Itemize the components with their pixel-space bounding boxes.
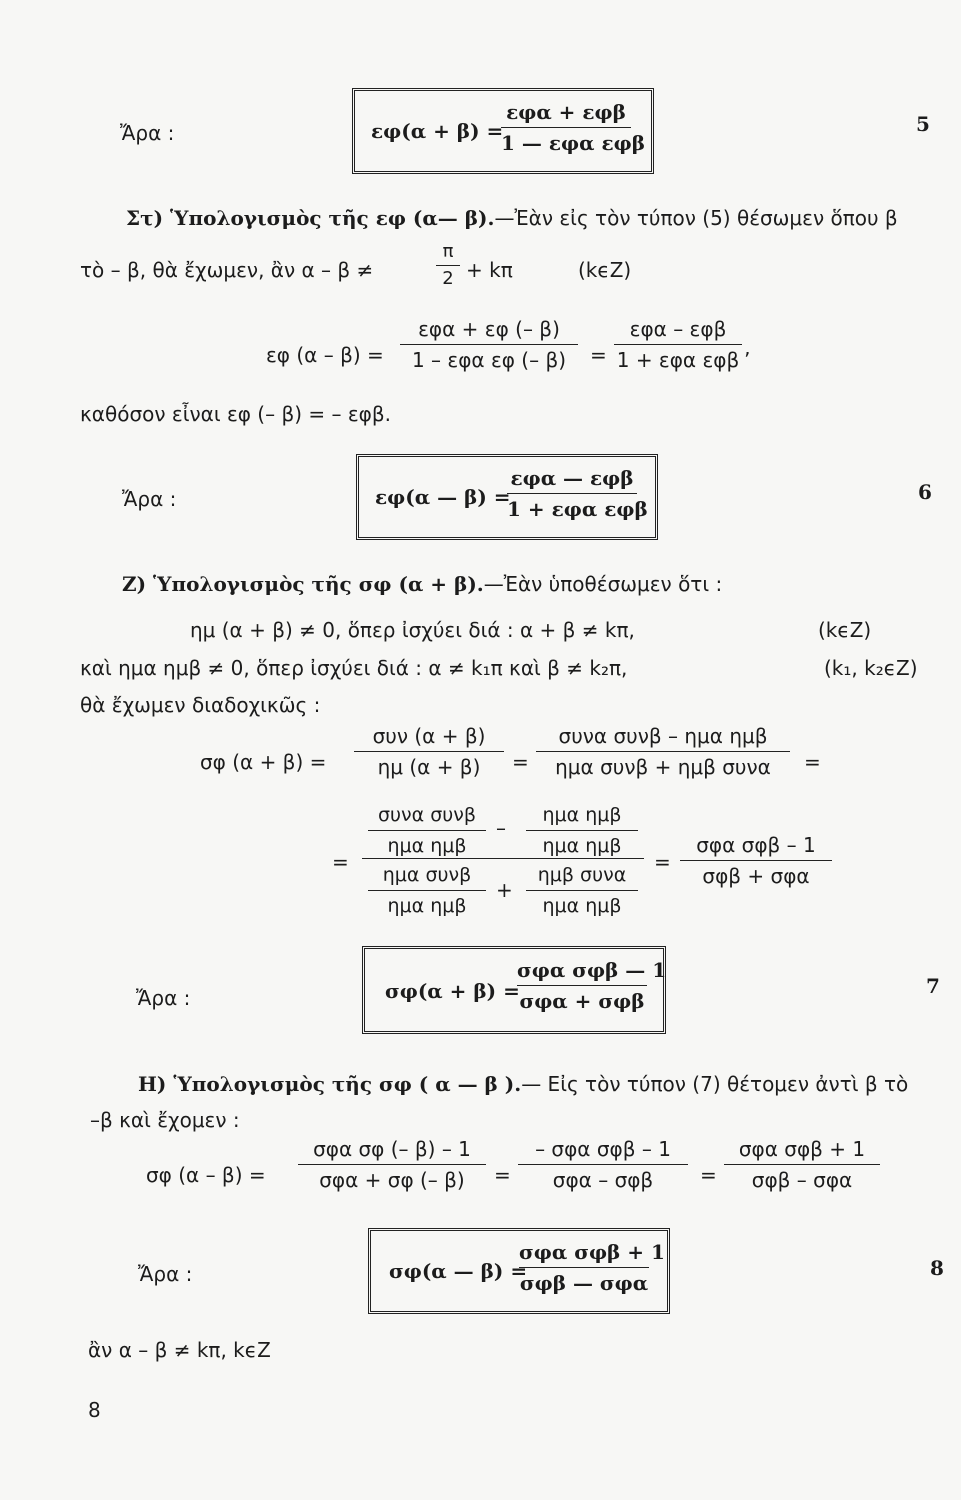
fraction-bar <box>298 1164 486 1165</box>
fraction-numerator: εφα – εφβ <box>629 317 727 341</box>
plus-sign: + <box>496 878 513 902</box>
section-h-h2 <box>518 1136 688 1193</box>
formula5-numerator: εφα + εφβ <box>506 100 626 124</box>
formula5-box <box>352 88 654 174</box>
equals-sign: = <box>512 750 529 774</box>
fraction-bar <box>517 985 647 986</box>
section-z-line1 <box>122 572 722 596</box>
fraction-bar <box>518 1164 688 1165</box>
footnote: ἂν α – β ≠ kπ, kϵZ <box>88 1338 271 1362</box>
equals-sign: = <box>332 850 349 874</box>
fraction-numerator: συν (α + β) <box>372 724 486 748</box>
fraction-numerator: σφα σφβ + 1 <box>738 1137 866 1161</box>
section-h-h1 <box>298 1136 486 1193</box>
pi-denominator: 2 <box>442 268 454 289</box>
fraction-numerator: σφα σφβ – 1 <box>696 833 816 857</box>
formula5-lhs: εφ(α + β) = <box>371 119 504 143</box>
formula5-denominator: 1 — εφα εφβ <box>501 131 645 155</box>
fraction-bar <box>526 890 638 891</box>
fraction-bar <box>507 493 637 494</box>
compound-fraction <box>362 800 644 918</box>
formula7-box <box>362 946 666 1034</box>
equals-sign: = <box>654 850 671 874</box>
equals-sign: = <box>590 343 607 367</box>
section-z-cond2-right: (k₁, k₂ϵZ) <box>824 656 918 680</box>
section-st-fraction2 <box>614 316 742 373</box>
pi-numerator: π <box>442 241 454 262</box>
fraction-numerator: ημβ συνα <box>537 864 627 886</box>
formula6-numerator: εφα — εφβ <box>510 466 634 490</box>
formula6-denominator: 1 + εφα εφβ <box>507 497 648 521</box>
section-z-eq-lhs: σφ (α + β) = <box>200 750 327 774</box>
fraction-denominator: ημα συνβ + ημβ συνα <box>555 755 771 779</box>
formula7-lhs: σφ(α + β) = <box>385 979 520 1003</box>
compound-c <box>368 862 486 919</box>
section-st-line2a: τὸ – β, θὰ ἔχωμεν, ἂν α – β ≠ <box>80 258 374 282</box>
compound-b <box>526 802 638 859</box>
formula8-fraction <box>519 1239 665 1296</box>
section-st-line2b: + kπ <box>466 258 513 282</box>
formula8-box <box>368 1228 670 1314</box>
formula7-number: 7 <box>926 974 940 998</box>
formula6-label: Ἄρα : <box>122 487 177 511</box>
fraction-bar <box>436 265 460 266</box>
fraction-denominator: ημ (α + β) <box>377 755 481 779</box>
formula7-fraction <box>517 957 667 1014</box>
fraction-denominator: 1 + εφα εφβ <box>616 348 740 372</box>
formula8-number: 8 <box>930 1256 944 1280</box>
formula7-numerator: σφα σφβ — 1 <box>517 958 667 982</box>
section-z-g1 <box>354 723 504 780</box>
fraction-bar <box>536 751 790 752</box>
formula5-fraction <box>501 99 645 156</box>
fraction-numerator: – σφα σφβ – 1 <box>535 1137 671 1161</box>
formula6-box <box>356 454 658 540</box>
section-z-g2 <box>536 723 790 780</box>
compound-a <box>368 802 486 859</box>
page-number: 8 <box>88 1398 101 1422</box>
section-z-continue: θὰ ἔχωμεν διαδοχικῶς : <box>80 693 321 717</box>
fraction-denominator: σφα + σφ (– β) <box>319 1168 465 1192</box>
fraction-bar <box>680 860 832 861</box>
fraction-denominator: ημα ημβ <box>387 835 467 857</box>
fraction-bar <box>368 830 486 831</box>
fraction-numerator: συνα συνβ <box>378 804 476 826</box>
fraction-numerator: σφα σφ (– β) – 1 <box>313 1137 471 1161</box>
fraction-denominator: ημα ημβ <box>542 835 622 857</box>
fraction-denominator: σφβ – σφα <box>751 1168 853 1192</box>
fraction-bar <box>526 830 638 831</box>
fraction-bar <box>501 127 631 128</box>
section-st-eq-lhs: εφ (α – β) = <box>266 343 384 367</box>
formula8-lhs: σφ(α — β) = <box>389 1259 528 1283</box>
fraction-bar <box>614 344 742 345</box>
section-h-text2: –β καὶ ἔχομεν : <box>90 1108 240 1132</box>
fraction-numerator: συνα συνβ – ημα ημβ <box>558 724 768 748</box>
section-st-line2c: (kϵZ) <box>578 258 632 282</box>
formula6-lhs: εφ(α — β) = <box>375 485 511 509</box>
fraction-denominator: σφα – σφβ <box>552 1168 654 1192</box>
fraction-bar <box>368 890 486 891</box>
section-st-fraction1 <box>400 316 578 373</box>
fraction-numerator: ημα συνβ <box>382 864 472 886</box>
section-z-result <box>680 832 832 889</box>
section-h-eq-lhs: σφ (α – β) = <box>146 1163 266 1187</box>
section-st-heading: Στ) Ὑπολογισμὸς τῆς εφ (α— β). <box>126 206 495 230</box>
equals-sign: = <box>494 1163 511 1187</box>
formula5-label: Ἄρα : <box>120 121 175 145</box>
comma: ’ <box>744 348 751 372</box>
section-st-line1 <box>126 206 898 230</box>
section-z-heading: Ζ) Ὑπολογισμὸς τῆς σφ (α + β). <box>122 572 484 596</box>
formula5-number: 5 <box>916 112 930 136</box>
section-z-cond1: ημ (α + β) ≠ 0, ὅπερ ἰσχύει διά : α + β ≠ kπ, <box>190 618 635 642</box>
pi-over-two <box>436 241 460 290</box>
section-st-since: καθόσον εἶναι εφ (– β) = – εφβ. <box>80 402 391 426</box>
section-z-text1: —Ἐὰν ὑποθέσωμεν ὅτι : <box>483 572 723 596</box>
section-h-text1: — Εἰς τὸν τύπον (7) θέτομεν ἀντὶ β τὸ <box>521 1072 909 1096</box>
formula6-number: 6 <box>918 480 932 504</box>
formula8-numerator: σφα σφβ + 1 <box>519 1240 665 1264</box>
fraction-denominator: ημα ημβ <box>387 895 467 917</box>
fraction-bar <box>724 1164 880 1165</box>
formula7-denominator: σφα + σφβ <box>519 989 645 1013</box>
formula7-label: Ἄρα : <box>136 986 191 1010</box>
fraction-denominator: σφβ + σφα <box>702 864 810 888</box>
compound-main-bar <box>362 858 644 859</box>
equals-sign: = <box>700 1163 717 1187</box>
fraction-bar <box>400 344 578 345</box>
fraction-bar <box>354 751 504 752</box>
compound-d <box>526 862 638 919</box>
section-h-h3 <box>724 1136 880 1193</box>
fraction-bar <box>519 1267 649 1268</box>
section-z-cond2: καὶ ημα ημβ ≠ 0, ὅπερ ἰσχύει διά : α ≠ k₁π καὶ β ≠ k₂π, <box>80 656 628 680</box>
section-h-heading: Η) Ὑπολογισμὸς τῆς σφ ( α — β ). <box>138 1072 522 1096</box>
section-st-text1: —Ἐὰν εἰς τὸν τύπον (5) θέσωμεν ὅπου β <box>494 206 898 230</box>
fraction-denominator: 1 – εφα εφ (– β) <box>411 348 567 372</box>
minus-sign: – <box>496 816 506 840</box>
section-h-line1 <box>138 1072 908 1096</box>
section-z-cond1-right: (kϵZ) <box>818 618 872 642</box>
formula6-fraction <box>507 465 648 522</box>
fraction-numerator: εφα + εφ (– β) <box>418 317 560 341</box>
equals-sign: = <box>804 750 821 774</box>
formula8-denominator: σφβ — σφα <box>519 1271 649 1295</box>
fraction-numerator: ημα ημβ <box>542 804 622 826</box>
formula8-label: Ἄρα : <box>138 1262 193 1286</box>
fraction-denominator: ημα ημβ <box>542 895 622 917</box>
